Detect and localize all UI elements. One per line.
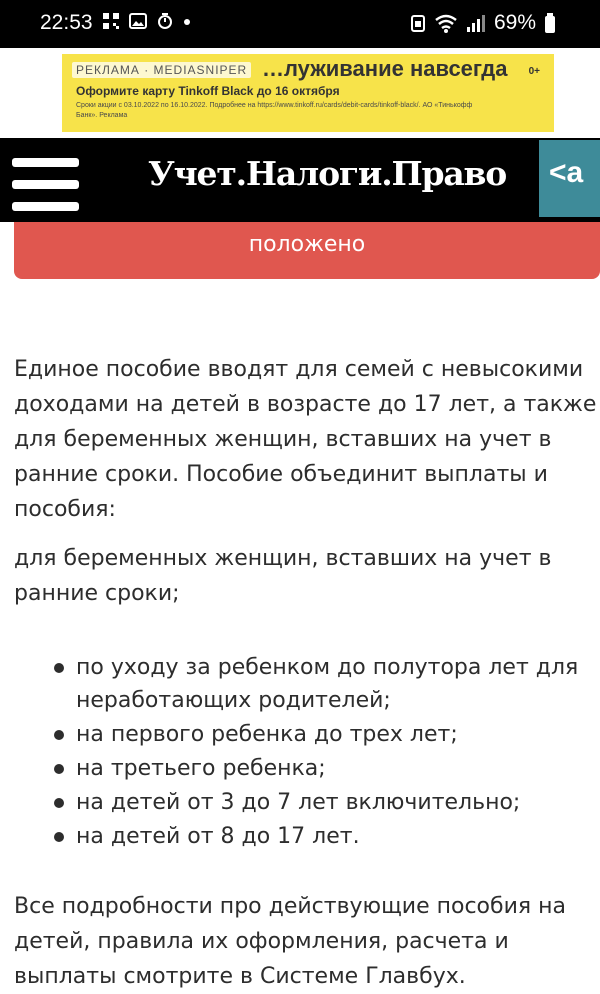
list-item [14,651,600,717]
ax-button-label: <a [549,156,584,189]
bullet-icon [54,832,64,842]
bullet-icon [54,764,64,774]
bullet-icon [54,798,64,808]
battery-percent: 69% [493,11,536,34]
ad-fine-print: Сроки акции с 03.10.2022 по 16.10.2022. Подробнее на https://www.tinkoff.ru/cards/debit-cards/tinkoff-black/. АО «Тинькофф Банк». Реклама [76,102,473,119]
network-monitor-icon [102,12,120,30]
list-item [14,786,600,819]
article-paragraph: Единое пособие вводят для семей с невысокими доходами на детей в возрасте до 17 лет, а также для беременных женщин, вставших на учет в ранние сроки. Пособие объединит выплаты и пособия: [14,357,597,522]
signal-icon [466,13,486,33]
status-right [410,11,556,35]
list-item [14,820,600,853]
red-action-button[interactable] [14,222,600,279]
saver-icon [410,13,426,33]
gallery-icon [129,12,147,30]
list-item [14,718,600,751]
ax-button[interactable] [539,140,600,217]
bullet-icon [54,663,64,673]
site-header [0,138,600,222]
ad-subline: Оформите карту Tinkoff Black до 16 октября [76,84,340,98]
red-action-button-label: положено [248,232,366,257]
clock: 22:53 [40,11,93,34]
list-item-text: на первого ребенка до трех лет; [76,722,458,747]
list-item-text: по уходу за ребенком до полутора лет для неработающих родителей; [76,655,579,713]
benefits-list [14,651,600,853]
site-logo[interactable]: Учет.Налоги.Право [148,154,507,193]
ad-label: РЕКЛАМА · MEDIASNIPER [72,62,251,78]
article-paragraph: Все подробности про действующие пособия на детей, правила их оформления, расчета и выплаты смотрите в Системе Главбух. [14,894,566,989]
wifi-icon [434,13,458,33]
ad-headline: …луживание навсегда [262,56,508,81]
list-item [14,752,600,785]
list-item-text: на детей от 8 до 17 лет. [76,824,360,849]
notification-icons [102,12,191,30]
list-item-text: на детей от 3 до 7 лет включительно; [76,790,521,815]
more-dot-icon [183,12,191,30]
ad-banner[interactable] [62,54,554,132]
timer-icon [156,12,174,30]
bullet-icon [54,730,64,740]
status-bar [0,0,600,48]
hamburger-menu-icon[interactable] [12,158,79,212]
list-item-text: на третьего ребенка; [76,756,326,781]
article-body [14,352,600,994]
ad-age-rating: 0+ [528,66,540,77]
battery-icon [544,12,556,34]
article-paragraph: для беременных женщин, вставших на учет в ранние сроки; [14,546,552,606]
